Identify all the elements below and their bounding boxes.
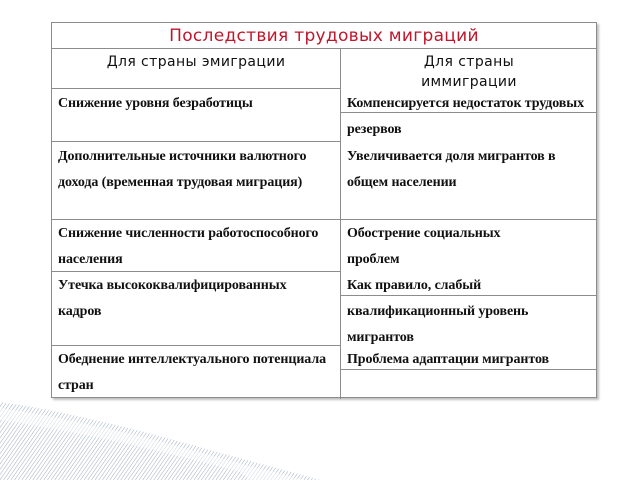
immigration-item-2: Увеличивается доля мигрантов в общем населении [347, 149, 556, 190]
column-divider [340, 49, 341, 399]
left-row-divider-1 [52, 141, 340, 142]
right-row-divider-2 [340, 295, 597, 296]
emigration-item-5: Обеднение интеллектуального потенциала стран [58, 352, 326, 393]
emigration-item-4: Утечка высококвалифицированных кадров [58, 278, 287, 319]
right-row-divider-1 [340, 219, 597, 220]
emigration-item-1: Снижение уровня безработицы [58, 96, 253, 111]
left-header-divider [52, 88, 340, 89]
header-emigration: Для страны эмиграции [106, 54, 286, 70]
emigration-item-2: Дополнительные источники валютного дохода (временная трудовая миграция) [58, 149, 307, 190]
emigration-item-3: Снижение численности работоспособного населения [58, 226, 319, 267]
consequences-table [51, 22, 597, 398]
right-header-divider [340, 112, 597, 113]
immigration-item-4: Как правило, слабый квалификационный уровень мигрантов [347, 278, 529, 345]
left-row-divider-4 [52, 345, 340, 346]
immigration-item-5: Проблема адаптации мигрантов [347, 352, 549, 367]
header-immigration-label: Для страны иммиграции [421, 54, 517, 90]
table-title: Последствия трудовых миграций [52, 23, 596, 49]
immigration-item-1: Компенсируется недостаток трудовых резервов [347, 96, 584, 137]
left-row-divider-3 [52, 271, 340, 272]
right-row-divider-3 [340, 369, 597, 370]
immigration-item-3: Обострение социальных проблем [347, 226, 501, 267]
left-row-divider-2 [52, 219, 340, 220]
